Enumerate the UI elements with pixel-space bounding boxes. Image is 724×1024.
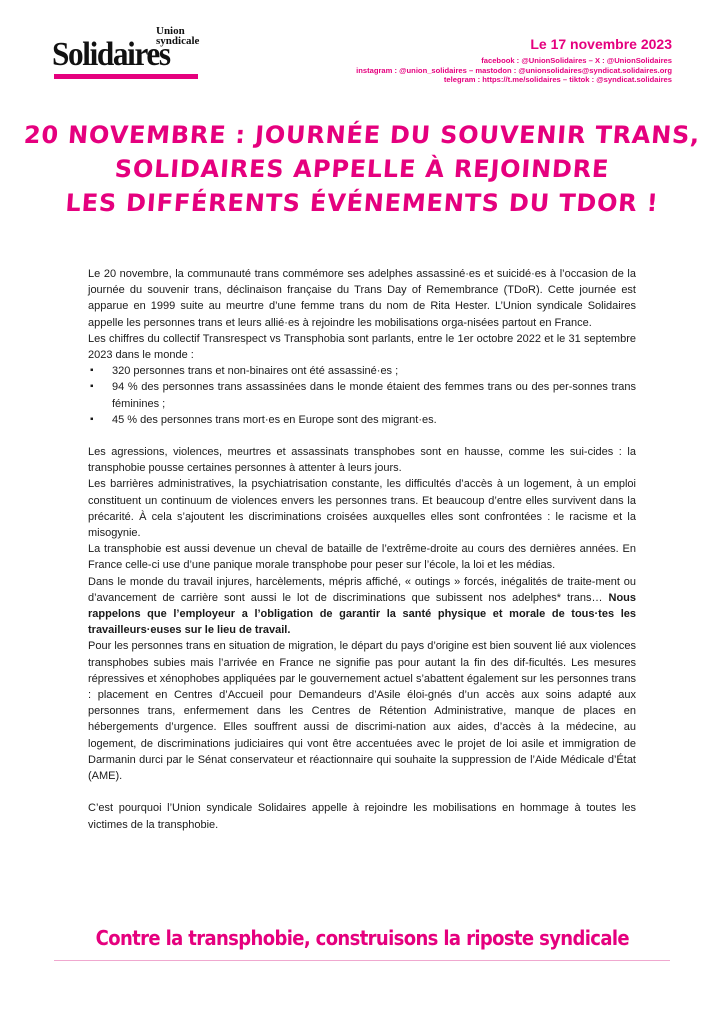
paragraph-figures: Les chiffres du collectif Transrespect vs Transphobia sont parlants, entre le 1er octobre 2022 et le 31 septembre 2023 dans le monde : — [88, 332, 636, 362]
list-item: ▪ 45 % des personnes trans mort·es en Europe sont des migrant·es. — [88, 412, 636, 428]
header-info — [356, 36, 672, 85]
list-item: ▪ 94 % des personnes trans assassinées dans le monde étaient des femmes trans ou des per-sonnes trans féminines ; — [88, 379, 636, 411]
paragraph-call: C’est pourquoi l’Union syndicale Solidaires appelle à rejoindre les mobilisations en hommage à toutes les victimes de la transphobie. — [88, 802, 636, 831]
logo-wordmark: Solidaires — [52, 36, 170, 73]
title-line-1: 20 NOVEMBRE : JOURNÉE DU SOUVENIR TRANS, — [22, 121, 702, 149]
workplace-emphasis: Nous rappelons que l’employeur a l’obligation de garantir la santé physique et morale de tous·tes les travailleurs·euses sur le lieu de travail. — [88, 591, 636, 637]
logo-underline — [54, 74, 198, 79]
list-item: ▪ 320 personnes trans et non-binaires ont été assassiné·es ; — [88, 363, 636, 379]
page-title — [20, 118, 704, 220]
paragraph-intro: Le 20 novembre, la communauté trans commémore ses adelphes assassiné·es et suicidé·es à l’occasion de la journée du souvenir trans, déclinaison française du Trans Day of Remembrance (TDoR). Cette journée est apparue en 1999 suite au meurtre d’une femme trans du nom de Rita Hester. L’Union syndicale Solidaires appelle les personnes trans et leurs allié·es à rejoindre les mobilisations orga-nisées partout en France. — [88, 268, 636, 329]
footer-divider — [54, 960, 670, 961]
social-line-3: telegram : https://t.me/solidaires – tiktok : @syndicat.solidaires — [443, 75, 672, 84]
footer-slogan — [0, 926, 724, 950]
paragraph-barriers: Les barrières administratives, la psychiatrisation constante, les difficultés d’accès à un logement, à un emploi constituent un continuum de violences envers les personnes trans. Et beaucoup d’entre elles survivent dans la précarité. À cela s’ajoutent les discriminations croisées auxquelles elles sont confrontées : le racisme et la misogynie. — [88, 478, 636, 540]
paragraph-workplace — [88, 574, 636, 639]
slogan-text: Contre la transphobie, construisons la riposte syndicale — [95, 926, 629, 950]
paragraph-far-right: La transphobie est aussi devenue un cheval de bataille de l’extrême-droite au cours des dernières années. En France celle-ci use d’une panique morale transphobe pour peser sur l’école, la loi et les médias. — [88, 543, 636, 572]
statistics-list — [88, 363, 636, 428]
title-line-3: LES DIFFÉRENTS ÉVÉNEMENTS DU TDOR ! — [64, 189, 660, 217]
title-line-2: SOLIDAIRES APPELLE À REJOINDRE — [113, 155, 611, 183]
social-line-2: instagram : @union_solidaires – mastodon : @unionsolidaires@syndicat.solidaires.org — [356, 65, 672, 75]
logo-union-syndicale: Union syndicale — [156, 25, 200, 47]
publication-date: Le 17 novembre 2023 — [530, 36, 672, 52]
solidaires-logo — [52, 24, 202, 80]
workplace-text: Dans le monde du travail injures, harcèlements, mépris affiché, « outings » forcés, inégalités de traite-ment ou d’avancement de carrière sont aussi le lot de discriminations que subissent nos adelphes* trans… — [88, 575, 636, 604]
paragraph-violence: Les agressions, violences, meurtres et assassinats transphobes sont en hausse, comme les sui-cides : la transphobie pousse certaines personnes à attenter à leurs jours. — [88, 446, 636, 475]
social-line-1: facebook : @UnionSolidaires – X : @UnionSolidaires — [481, 56, 672, 65]
article-body — [88, 266, 636, 833]
paragraph-migration: Pour les personnes trans en situation de migration, le départ du pays d’origine est bien souvent lié aux violences transphobes subies mais l’arrivée en France ne signifie pas pour autant la fin des dif-ficultés. Les mesures répressives et xénophobes appliquées par le gouvernement actuel s’abattent également sur les personnes trans : placement en Centres d’Accueil pour Demandeurs d’Asile éloi-gnés d’un accès aux soins adapté aux personnes trans, enfermement dans les Centres de Rétention Administrative, manque de places en hébergements d’urgence. Elles souffrent aussi de discrimi-nation aux aides, d’accès à la médecine, au logement, de discriminations judiciaires qui vont être accentuées avec le projet de loi asile et immigration de Darmanin durci par le Sénat conservateur et réactionnaire qui souhaite la suppression de l’Aide Médicale d’État (AME). — [88, 640, 636, 783]
